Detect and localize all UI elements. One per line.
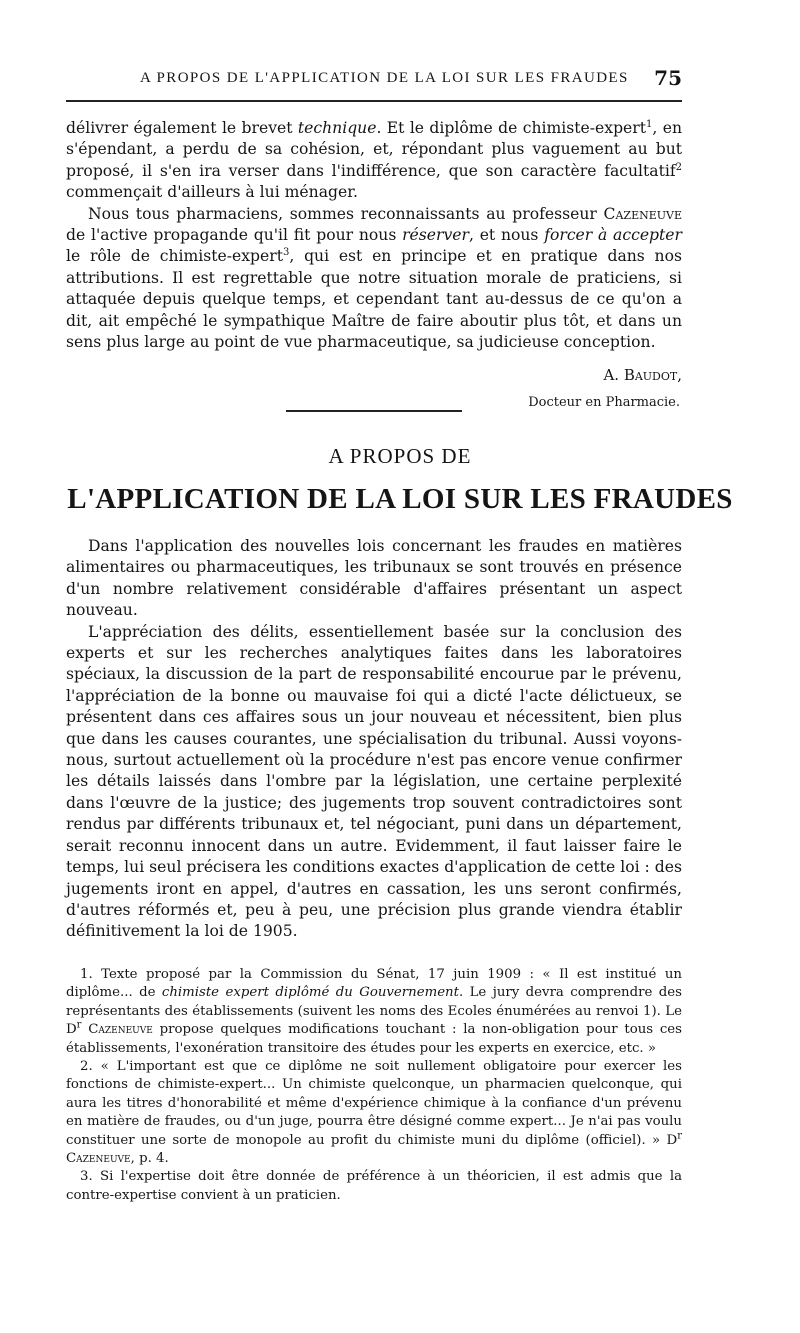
author-name-cazeneuve: Cazeneuve <box>603 204 682 223</box>
intro-text <box>66 118 682 353</box>
page-number: 75 <box>654 66 682 90</box>
running-title: A PROPOS DE L'APPLICATION DE LA LOI SUR LES FRAUDES <box>140 70 629 86</box>
signature-name: A. Baudot, <box>603 366 682 384</box>
emphasis-technique: technique <box>297 119 377 137</box>
footnote-ref-3: 3 <box>282 247 290 259</box>
footnote-2: 2. « L'important est que ce diplôme ne soit nullement obligatoire pour exercer les fonctions de chimiste-expert... Un chimiste quelconque, un pharmacien quelconque, qui aura les titres d'honorabilité et même d'expérience chimique à la confiance d'un prévenu en matière de fraudes, ou d'un juge, pourra être désigné comme expert... Je n'ai pas voulu constituer une sorte de monopole au profit du chimiste muni du diplôme (officiel). » $D^r$ Cazeneuve, p. 4. <box>66 1059 682 1167</box>
article-title-line-1: A PROPOS DE <box>328 444 472 468</box>
article-title-line-2: L'APPLICATION DE LA LOI SUR LES FRAUDES <box>67 483 733 515</box>
signature-title: Docteur en Pharmacie. <box>528 395 680 410</box>
article-paragraph-2: L'appréciation des délits, essentiellement basée sur la conclusion des experts et sur les recherches analytiques faites dans les laboratoires spéciaux, la discussion de la part de responsabilité encourue par le prévenu, l'appréciation de la bonne ou mauvaise foi qui a dicté l'acte délictueux, se présentent dans ces affaires sous un jour nouveau et nécessitent, bien plus que dans les causes courantes, une spécialisation du tribunal. Aussi voyons-nous, surtout actuellement où la procédure n'est pas encore venue confirmer les détails laissés dans l'ombre par la législation, une certaine perplexité dans l'œuvre de la justice; des jugements trop souvent contradictoires sont rendus par différents tribunaux et, tel négociant, puni dans un département, serait reconnu innocent dans un autre. Evidemment, il faut laisser faire le temps, lui seul précisera les conditions exactes d'application de cette loi : des jugements iront en appel, d'autres en cassation, les uns seront confirmés, d'autres réformés et, peu à peu, une précision plus grande viendra établir définitivement la loi de 1905. <box>66 622 682 941</box>
footnote-1: 1. Texte proposé par la Commission du Sénat, 17 juin 1909 : « Il est institué un diplôme... de chimiste expert diplômé du Gouvernement. Le jury devra comprendre des représentants des établissements (suivent les noms des Ecoles énumérées au renvoi 1). Le $D^r$ Cazeneuve propose quelques modifications touchant : la non-obligation pour tous ces établissements, l'exonération transitoire des études pour les experts en exercice, etc. » <box>66 967 682 1056</box>
intro-paragraph-2: Nous tous pharmaciens, sommes reconnaissants au professeur Cazeneuve de l'active propagande qu'il fit pour nous réserver, et nous forcer à accepter le rôle de chimiste-expert$^3$, qui est en principe et en pratique dans nos attributions. Il est regrettable que notre situation morale de praticiens, si attaquée depuis quelque temps, et cependant tant au-dessus de ce qu'on a dit, ait empêché le sympathique Maître de faire aboutir plus tôt, et dans un sens plus large au point de vue pharmaceutique, sa judicieuse conception. <box>66 204 682 352</box>
intro-paragraph-1: délivrer également le brevet technique. Et le diplôme de chimiste-expert$^1$, en s'épendant, a perdu de sa cohésion, et, répondant plus vaguement au but proposé, il s'en ira verser dans l'indifférence, que son caractère facultatif$^2$ commençait d'ailleurs à lui ménager. <box>66 118 682 202</box>
article-body <box>66 536 682 943</box>
running-head <box>66 66 682 96</box>
footnote-3: 3. Si l'expertise doit être donnée de préférence à un théoricien, il est admis que la contre-expertise convient à un praticien. <box>66 1169 682 1203</box>
footnote-ref-1: 1 <box>646 118 653 130</box>
footnote-ref-2: 2 <box>675 161 682 173</box>
section-separator <box>286 410 462 412</box>
footnotes <box>66 966 682 1205</box>
article-paragraph-1: Dans l'application des nouvelles lois concernant les fraudes en matières alimentaires ou pharmaceutiques, les tribunaux se sont trouvés en présence d'un nombre relativement considérable d'affaires présentant un aspect nouveau. <box>66 537 682 620</box>
header-rule <box>66 100 682 102</box>
